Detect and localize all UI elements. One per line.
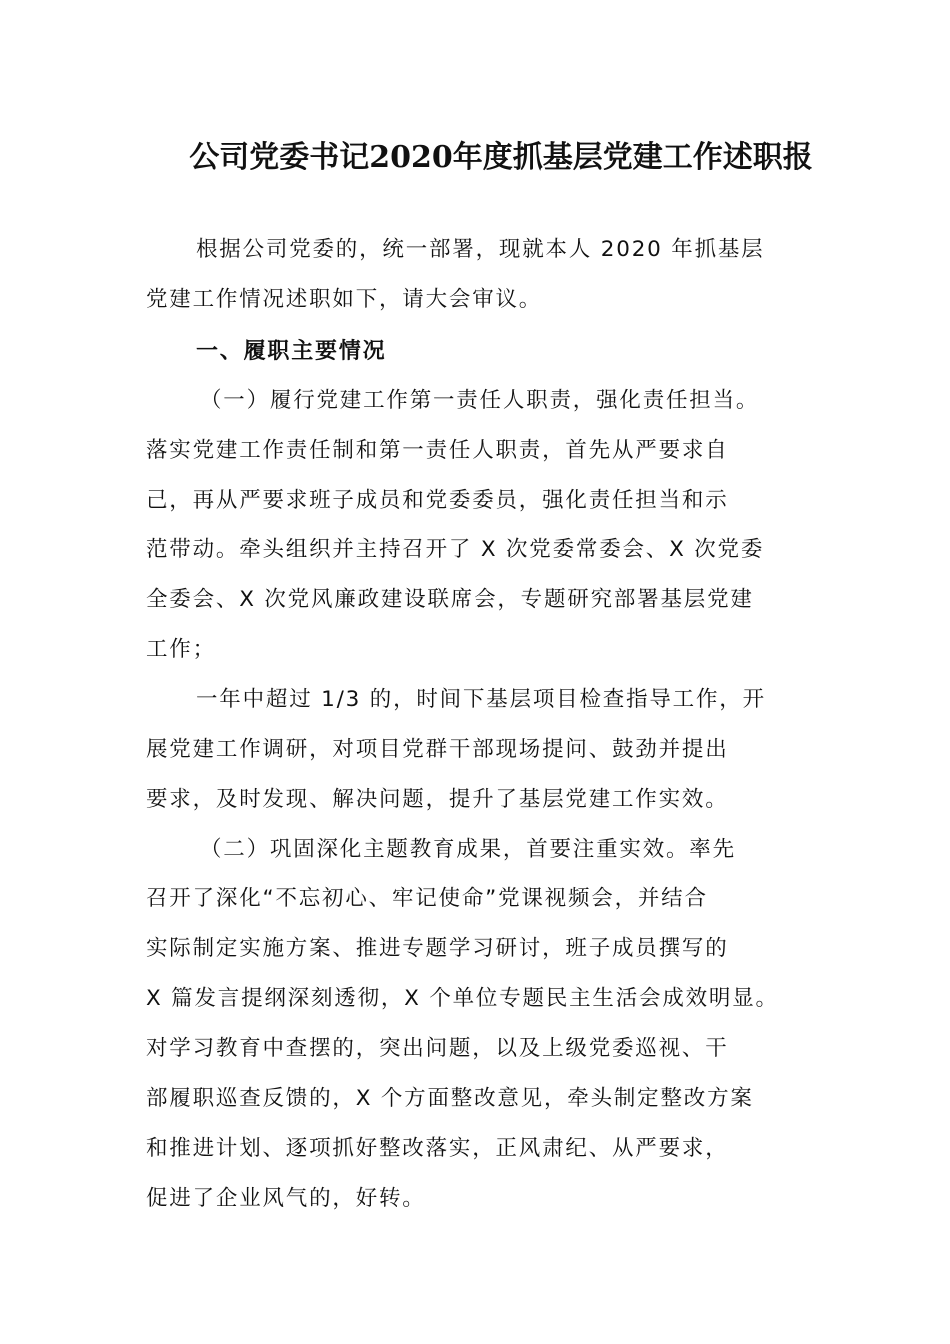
paragraph-line: 范带动。牵头组织并主持召开了 X 次党委常委会、X 次党委 [146, 537, 765, 562]
paragraph-line: 对学习教育中查摆的，突出问题，以及上级党委巡视、干 [146, 1036, 729, 1061]
paragraph-line: 促进了企业风气的，好转。 [146, 1186, 426, 1211]
paragraph-line: 要求，及时发现、解决问题，提升了基层党建工作实效。 [146, 787, 729, 812]
paragraph-line: 实际制定实施方案、推进专题学习研讨，班子成员撰写的 [146, 936, 729, 961]
paragraph-line: 根据公司党委的，统一部署，现就本人 2020 年抓基层 [196, 237, 765, 262]
paragraph-line: X 篇发言提纲深刻透彻，X 个单位专题民主生活会成效明显。 [146, 986, 779, 1011]
paragraph-line: 部履职巡查反馈的，X 个方面整改意见，牵头制定整改方案 [146, 1086, 754, 1111]
document-title: 公司党委书记2020年度抓基层党建工作述职报 [189, 140, 813, 175]
paragraph-line: 落实党建工作责任制和第一责任人职责，首先从严要求自 [146, 438, 729, 463]
paragraph-line: 党建工作情况述职如下，请大会审议。 [146, 287, 543, 312]
paragraph-line: 工作； [146, 637, 216, 662]
paragraph-line: 一年中超过 1/3 的，时间下基层项目检查指导工作，开 [196, 687, 766, 712]
paragraph-line: 召开了深化“不忘初心、牢记使命”党课视频会，并结合 [146, 886, 708, 911]
paragraph-line: 和推进计划、逐项抓好整改落实，正风肃纪、从严要求， [146, 1136, 729, 1161]
paragraph-line: 己，再从严要求班子成员和党委委员，强化责任担当和示 [146, 488, 729, 513]
section-heading: 一、履职主要情况 [196, 339, 387, 364]
paragraph-line: 展党建工作调研，对项目党群干部现场提问、鼓劲并提出 [146, 737, 729, 762]
paragraph-line: （二）巩固深化主题教育成果，首要注重实效。率先 [200, 837, 736, 862]
paragraph-line: （一）履行党建工作第一责任人职责，强化责任担当。 [200, 388, 760, 413]
paragraph-line: 全委会、X 次党风廉政建设联席会，专题研究部署基层党建 [146, 587, 754, 612]
